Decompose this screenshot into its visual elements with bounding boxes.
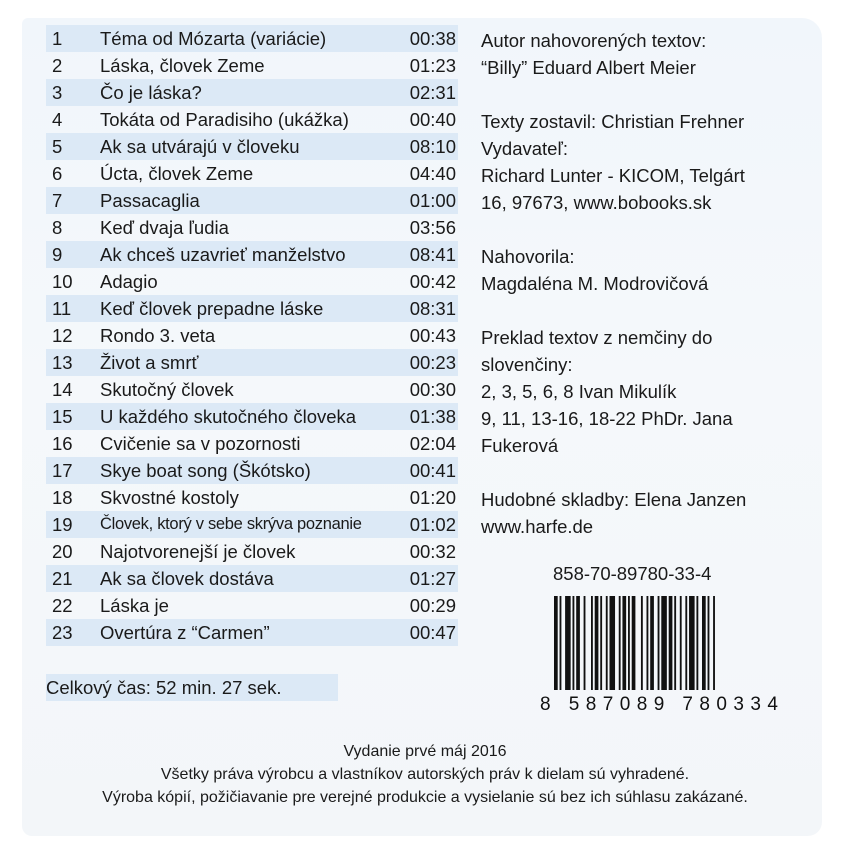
track-duration: 01:23 [409, 55, 456, 76]
track-number: 5 [52, 136, 63, 157]
track-title: Láska, človek Zeme [100, 55, 265, 76]
track-duration: 08:41 [409, 244, 456, 265]
track-title: Tokáta od Paradisiho (ukážka) [100, 109, 349, 130]
barcode-bar [632, 596, 636, 690]
track-title: Rondo 3. veta [100, 325, 216, 346]
barcode-bar [560, 596, 562, 690]
track-number: 1 [52, 28, 63, 49]
track-duration: 00:23 [409, 352, 456, 373]
track-number: 18 [52, 487, 73, 508]
credits-line: 2, 3, 5, 6, 8 Ivan Mikulík [481, 381, 677, 402]
track-duration: 00:30 [409, 379, 456, 400]
credits-line: Nahovorila: [481, 246, 575, 267]
track-row [46, 79, 458, 106]
track-row [46, 268, 458, 295]
track-row [46, 349, 458, 376]
credits-line: www.harfe.de [481, 516, 594, 537]
barcode-bar [669, 596, 673, 690]
track-title: Skvostné kostoly [100, 487, 239, 508]
track-duration: 00:47 [409, 622, 456, 643]
track-number: 3 [52, 82, 63, 103]
track-duration: 00:43 [409, 325, 456, 346]
track-duration: 02:04 [409, 433, 456, 454]
track-number: 14 [52, 379, 73, 400]
credits-line: slovenčiny: [481, 354, 573, 375]
track-row [46, 565, 458, 592]
track-number: 2 [52, 55, 63, 76]
track-row [46, 619, 458, 646]
track-row [46, 484, 458, 511]
track-number: 23 [52, 622, 73, 643]
barcode-bar [658, 596, 660, 690]
track-number: 8 [52, 217, 63, 238]
track-row [46, 187, 458, 214]
credits-line: Vydavateľ: [481, 138, 568, 159]
track-title: Passacaglia [100, 190, 200, 211]
barcode-bar [554, 596, 558, 690]
track-title: Skutočný človek [100, 379, 234, 400]
barcode-bar [674, 596, 676, 690]
track-duration: 04:40 [409, 163, 456, 184]
track-list [46, 25, 458, 646]
track-number: 4 [52, 109, 63, 130]
track-title: U každého skutočného človeka [100, 406, 357, 427]
track-number: 21 [52, 568, 73, 589]
track-duration: 08:31 [409, 298, 456, 319]
track-number: 15 [52, 406, 73, 427]
total-time: Celkový čas: 52 min. 27 sek. [46, 674, 338, 701]
track-row [46, 322, 458, 349]
track-title: Ak sa utvárajú v človeku [100, 136, 300, 157]
track-duration: 02:31 [409, 82, 456, 103]
track-number: 19 [52, 514, 73, 535]
track-title: Téma od Mózarta (variácie) [100, 28, 327, 49]
barcode-bar [595, 596, 599, 690]
credits-line: Magdaléna M. Modrovičová [481, 273, 709, 294]
track-duration: 00:40 [409, 109, 456, 130]
credits-line: Richard Lunter - KICOM, Telgárt [481, 165, 745, 186]
track-row [46, 214, 458, 241]
barcode-bar [713, 596, 715, 690]
track-duration: 01:00 [409, 190, 456, 211]
barcode-bar [619, 596, 621, 690]
credits-line: Autor nahovorených textov: [481, 30, 707, 51]
track-title: Overtúra z “Carmen” [100, 622, 270, 643]
track-duration: 00:41 [409, 460, 456, 481]
track-number: 11 [52, 298, 72, 319]
track-number: 12 [52, 325, 73, 346]
credits-block [481, 27, 826, 540]
barcode-bar [573, 596, 575, 690]
credits-line [481, 216, 826, 243]
barcode-bar [696, 596, 698, 690]
track-title: Ak chceš uzavrieť manželstvo [100, 244, 346, 265]
barcode-image [540, 596, 780, 714]
barcode-bar [600, 596, 602, 690]
track-duration: 00:38 [409, 28, 456, 49]
track-duration: 00:32 [409, 541, 456, 562]
track-row [46, 457, 458, 484]
track-row [46, 295, 458, 322]
track-title: Úcta, človek Zeme [100, 163, 254, 184]
track-duration: 01:02 [409, 514, 456, 535]
credits-line: “Billy” Eduard Albert Meier [481, 57, 696, 78]
track-duration: 00:29 [409, 595, 456, 616]
credits-line: Hudobné skladby: Elena Janzen [481, 489, 747, 510]
track-row [46, 511, 458, 538]
track-number: 20 [52, 541, 73, 562]
track-duration: 01:20 [409, 487, 456, 508]
credits-line: Fukerová [481, 435, 559, 456]
track-duration: 01:27 [409, 568, 456, 589]
track-number: 13 [52, 352, 73, 373]
credits-line: 9, 11, 13-16, 18-22 PhDr. Jana [481, 408, 733, 429]
barcode-bar [584, 596, 586, 690]
footer-notice [0, 740, 850, 809]
track-duration: 00:42 [409, 271, 456, 292]
credits-line: 16, 97673, www.bobooks.sk [481, 192, 712, 213]
track-number: 7 [52, 190, 63, 211]
track-duration: 03:56 [409, 217, 456, 238]
barcode-bar [685, 596, 687, 690]
track-row [46, 241, 458, 268]
barcode-bar [680, 596, 682, 690]
barcode-bar [610, 596, 616, 690]
barcode-bar [565, 596, 571, 690]
track-row [46, 160, 458, 187]
track-row [46, 538, 458, 565]
footer-line: Vydanie prvé máj 2016 [343, 743, 507, 760]
isbn-number: 858-70-89780-33-4 [553, 563, 712, 584]
track-title: Ak sa človek dostáva [100, 568, 274, 589]
barcode-bar [702, 596, 706, 690]
track-title: Človek, ktorý v sebe skrýva poznanie [100, 515, 362, 533]
track-row [46, 430, 458, 457]
track-number: 16 [52, 433, 73, 454]
track-number: 9 [52, 244, 63, 265]
track-duration: 08:10 [409, 136, 456, 157]
track-title: Cvičenie sa v pozornosti [100, 433, 301, 454]
credits-line [481, 81, 826, 108]
barcode-bar [708, 596, 710, 690]
track-title: Láska je [100, 595, 169, 616]
track-row [46, 25, 458, 52]
barcode-bar [689, 596, 695, 690]
barcode-digits: 8 587089 780334 [540, 694, 778, 714]
track-row [46, 376, 458, 403]
track-title: Adagio [100, 271, 158, 292]
credits-line [481, 459, 826, 486]
credits-line: Preklad textov z nemčiny do [481, 327, 713, 348]
track-title: Najotvorenejší je človek [100, 541, 296, 562]
barcode-bar [628, 596, 630, 690]
track-row [46, 592, 458, 619]
barcode-bar [606, 596, 608, 690]
barcode-bar [641, 596, 643, 690]
footer-line: Všetky práva výrobcu a vlastníkov autorských práv k dielam sú vyhradené. [160, 766, 690, 783]
track-title: Skye boat song (Škótsko) [100, 460, 311, 481]
track-duration: 01:38 [409, 406, 456, 427]
track-row [46, 52, 458, 79]
track-number: 22 [52, 595, 73, 616]
barcode-bar [650, 596, 654, 690]
barcode-bar [576, 596, 580, 690]
track-number: 6 [52, 163, 63, 184]
track-title: Keď dvaja ľudia [100, 217, 229, 238]
track-number: 10 [52, 271, 73, 292]
track-number: 17 [52, 460, 73, 481]
track-title: Život a smrť [100, 352, 199, 373]
footer-line: Výroba kópií, požičiavanie pre verejné produkcie a vysielanie sú bez ich súhlasu zakázané. [102, 789, 748, 806]
barcode-bar [661, 596, 667, 690]
credits-line [481, 297, 826, 324]
barcode-bar [591, 596, 593, 690]
track-title: Čo je láska? [100, 82, 202, 103]
credits-line: Texty zostavil: Christian Frehner [481, 111, 745, 132]
track-row [46, 106, 458, 133]
track-title: Keď človek prepadne láske [100, 298, 324, 319]
barcode-bar [622, 596, 626, 690]
track-row [46, 133, 458, 160]
barcode-bar [647, 596, 649, 690]
track-row [46, 403, 458, 430]
